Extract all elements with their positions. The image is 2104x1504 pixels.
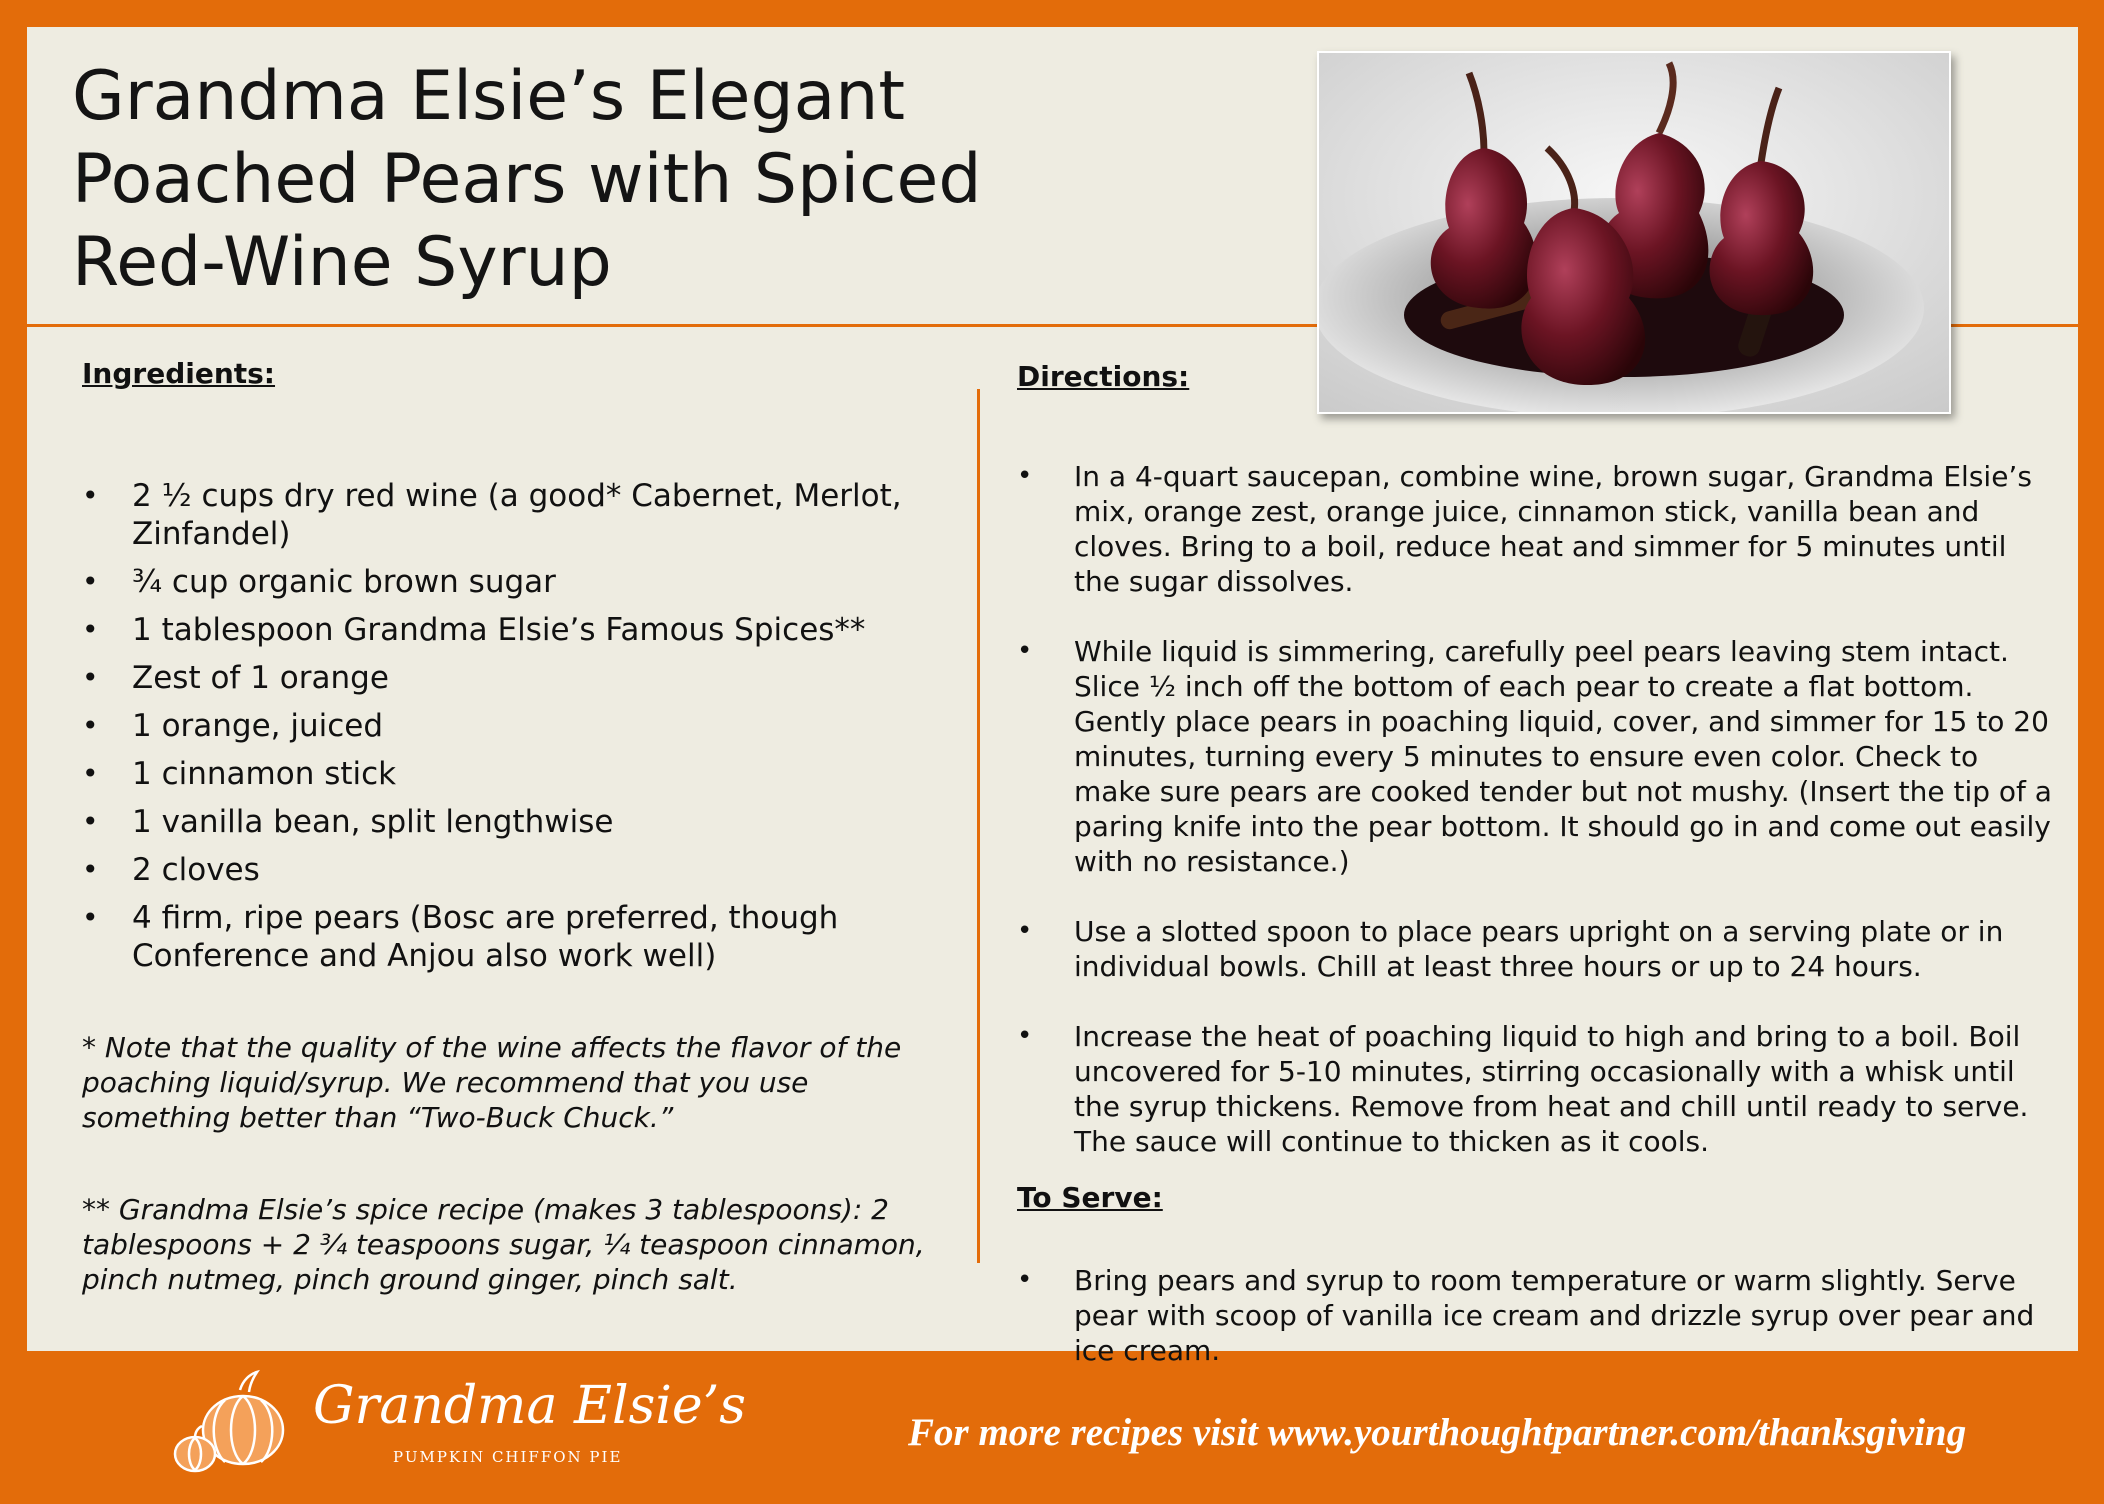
direction-step: • In a 4-quart saucepan, combine wine, brown sugar, Grandma Elsie’s mix, orange zest, orange juice, cinnamon stick, vanilla bean and cloves. Bring to a boil, reduce heat and simmer for 5 minutes until the sugar dissolves. xyxy=(1017,460,2032,598)
bullet-icon: • xyxy=(1017,461,1033,491)
bullet-icon: • xyxy=(82,661,99,694)
ingredient-item: • 2 ½ cups dry red wine (a good* Cabernet, Merlot, Zinfandel) xyxy=(82,478,902,552)
brand-logo xyxy=(165,1368,746,1478)
ingredient-item: • 1 vanilla bean, split lengthwise xyxy=(82,804,614,840)
directions-heading: Directions: xyxy=(1017,360,1190,393)
bullet-icon: • xyxy=(82,709,99,742)
bullet-icon: • xyxy=(1017,1265,1033,1295)
wine-quality-note: * Note that the quality of the wine affects the flavor of the poaching liquid/syrup. We recommend that you use something better than “Two-Buck Chuck.” xyxy=(82,1031,902,1134)
ingredient-item: • 1 cinnamon stick xyxy=(82,756,397,792)
ingredient-item: • 1 tablespoon Grandma Elsie’s Famous Spices** xyxy=(82,612,866,648)
poached-pears-photo xyxy=(1317,51,1951,414)
to-serve-heading: To Serve: xyxy=(1017,1181,1163,1214)
recipe-card xyxy=(27,27,2078,1367)
directions-list xyxy=(1017,459,2057,1194)
ingredient-item: • 2 cloves xyxy=(82,852,260,888)
direction-step: • Increase the heat of poaching liquid to high and bring to a boil. Boil uncovered for 5-10 minutes, stirring occasionally with a whisk until the syrup thickens. Remove from heat and chill until ready to serve. The sauce will continue to thicken as it cools. xyxy=(1017,1020,2029,1158)
direction-step: • While liquid is simmering, carefully peel pears leaving stem intact. Slice ½ inch off the bottom of each pear to create a flat bottom. Gently place pears in poaching liquid, cover, and simmer for 15 to 20 minutes, turning every 5 minutes to ensure even color. Check to make sure pears are cooked tender but not mushy. (Insert the tip of a paring knife into the pear bottom. It should go in and come out easily with no resistance.) xyxy=(1017,635,2052,878)
bullet-icon: • xyxy=(1017,1021,1033,1051)
spice-recipe-note: ** Grandma Elsie’s spice recipe (makes 3 tablespoons): 2 tablespoons + 2 ¾ teaspoons sugar, ¼ teaspoon cinnamon, pinch nutmeg, pinch ground ginger, pinch salt. xyxy=(82,1193,925,1296)
bullet-icon: • xyxy=(1017,916,1033,946)
bullet-icon: • xyxy=(82,613,99,646)
to-serve-list xyxy=(1017,1263,2057,1368)
brand-name: Grandma Elsie’s xyxy=(313,1376,746,1436)
brand-subtitle: PUMPKIN CHIFFON PIE xyxy=(393,1448,623,1466)
column-divider xyxy=(977,389,980,1263)
direction-step: • Use a slotted spoon to place pears upright on a serving plate or in individual bowls. Chill at least three hours or up to 24 hours. xyxy=(1017,915,2004,983)
ingredient-item: • ¾ cup organic brown sugar xyxy=(82,564,556,600)
bullet-icon: • xyxy=(82,565,99,598)
pumpkin-logo-icon xyxy=(165,1368,310,1478)
bullet-icon: • xyxy=(1017,636,1033,666)
ingredients-list xyxy=(82,477,942,985)
serve-step: • Bring pears and syrup to room temperature or warm slightly. Serve pear with scoop of vanilla ice cream and drizzle syrup over pear and ice cream. xyxy=(1017,1264,2035,1367)
ingredient-item: • Zest of 1 orange xyxy=(82,660,389,696)
bullet-icon: • xyxy=(82,757,99,790)
ingredient-item: • 4 firm, ripe pears (Bosc are preferred, though Conference and Anjou also work well) xyxy=(82,900,839,974)
bullet-icon: • xyxy=(82,805,99,838)
recipe-title: Grandma Elsie’s Elegant Poached Pears with Spiced Red-Wine Syrup xyxy=(72,57,982,302)
bullet-icon: • xyxy=(82,479,99,512)
ingredients-heading: Ingredients: xyxy=(82,357,276,390)
ingredient-item: • 1 orange, juiced xyxy=(82,708,384,744)
poached-pears-image xyxy=(1319,53,1949,412)
bullet-icon: • xyxy=(82,853,99,886)
bullet-icon: • xyxy=(82,901,99,934)
recipes-website-link[interactable]: For more recipes visit www.yourthoughtpartner.com/thanksgiving xyxy=(908,1411,1967,1454)
